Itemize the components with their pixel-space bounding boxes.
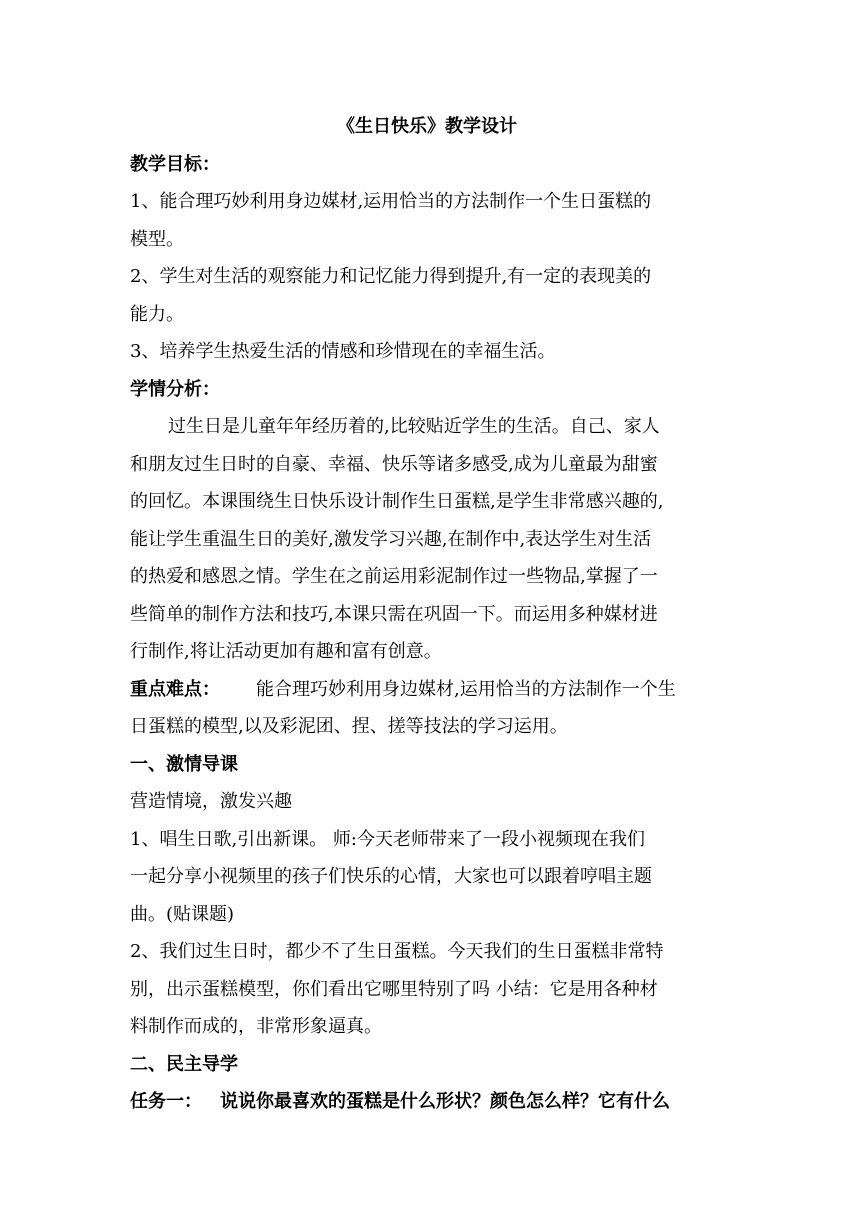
analysis-line: 些简单的制作方法和技巧,本课只需在巩固一下。而运用多种媒材进 [130,603,658,625]
section-1-item-1-line-2: 一起分享小视频里的孩子们快乐的心情，大家也可以跟着哼唱主题 [130,866,652,887]
analysis-line: 和朋友过生日时的自豪、幸福、快乐等诸多感受,成为儿童最为甜蜜 [130,453,658,475]
key-points-text: 能合理巧妙利用身边媒材,运用恰当的方法制作一个生 [256,678,676,700]
goal-2-line-2: 能力。 [130,303,184,325]
section-2-heading: 二、民主导学 [130,1053,238,1075]
goal-1-line-2: 模型。 [130,228,184,250]
key-points-label: 重点难点： [130,678,220,700]
section-1-item-1-line-3: 曲。(贴课题) [130,903,235,925]
section-1-item-2-line-2: 别，出示蛋糕模型，你们看出它哪里特别了吗 小结：它是用各种材 [130,978,658,1000]
goals-heading: 教学目标： [130,153,220,175]
analysis-line: 过生日是儿童年年经历着的,比较贴近学生的生活。自己、家人 [168,416,660,437]
key-points-line-2: 日蛋糕的模型,以及彩泥团、捏、搓等技法的学习运用。 [130,716,568,737]
task-1-line [130,1083,730,1121]
section-1-item-2-line-1: 2、我们过生日时，都少不了生日蛋糕。今天我们的生日蛋糕非常特 [130,941,664,962]
goal-2-line-1: 2、学生对生活的观察能力和记忆能力得到提升,有一定的表现美的 [130,266,652,287]
document-page [130,108,730,1121]
section-1-subheading: 营造情境，激发兴趣 [130,791,292,812]
section-1-item-2-line-3: 料制作而成的，非常形象逼真。 [130,1016,382,1037]
analysis-line: 的热爱和感恩之情。学生在之前运用彩泥制作过一些物品,掌握了一 [130,566,658,587]
goal-1-line-1: 1、能合理巧妙利用身边媒材,运用恰当的方法制作一个生日蛋糕的 [130,191,652,212]
analysis-line: 能让学生重温生日的美好,激发学习兴趣,在制作中,表达学生对生活 [130,528,652,550]
section-1-item-1-line-1: 1、唱生日歌,引出新课。 师:今天老师带来了一段小视频现在我们 [130,828,645,850]
analysis-line: 的回忆。本课围绕生日快乐设计制作生日蛋糕,是学生非常感兴趣的, [130,491,664,512]
key-points-line-1 [130,671,730,709]
analysis-line: 行制作,将让活动更加有趣和富有创意。 [130,641,442,662]
task-1-text: 说说你最喜欢的蛋糕是什么形状？颜色怎么样？它有什么 [220,1091,670,1112]
analysis-heading: 学情分析： [130,378,220,400]
document-title: 《生日快乐》教学设计 [337,116,517,137]
goal-3: 3、培养学生热爱生活的情感和珍惜现在的幸福生活。 [130,341,556,362]
section-1-heading: 一、激情导课 [130,753,238,775]
task-1-label: 任务一： [130,1091,202,1112]
